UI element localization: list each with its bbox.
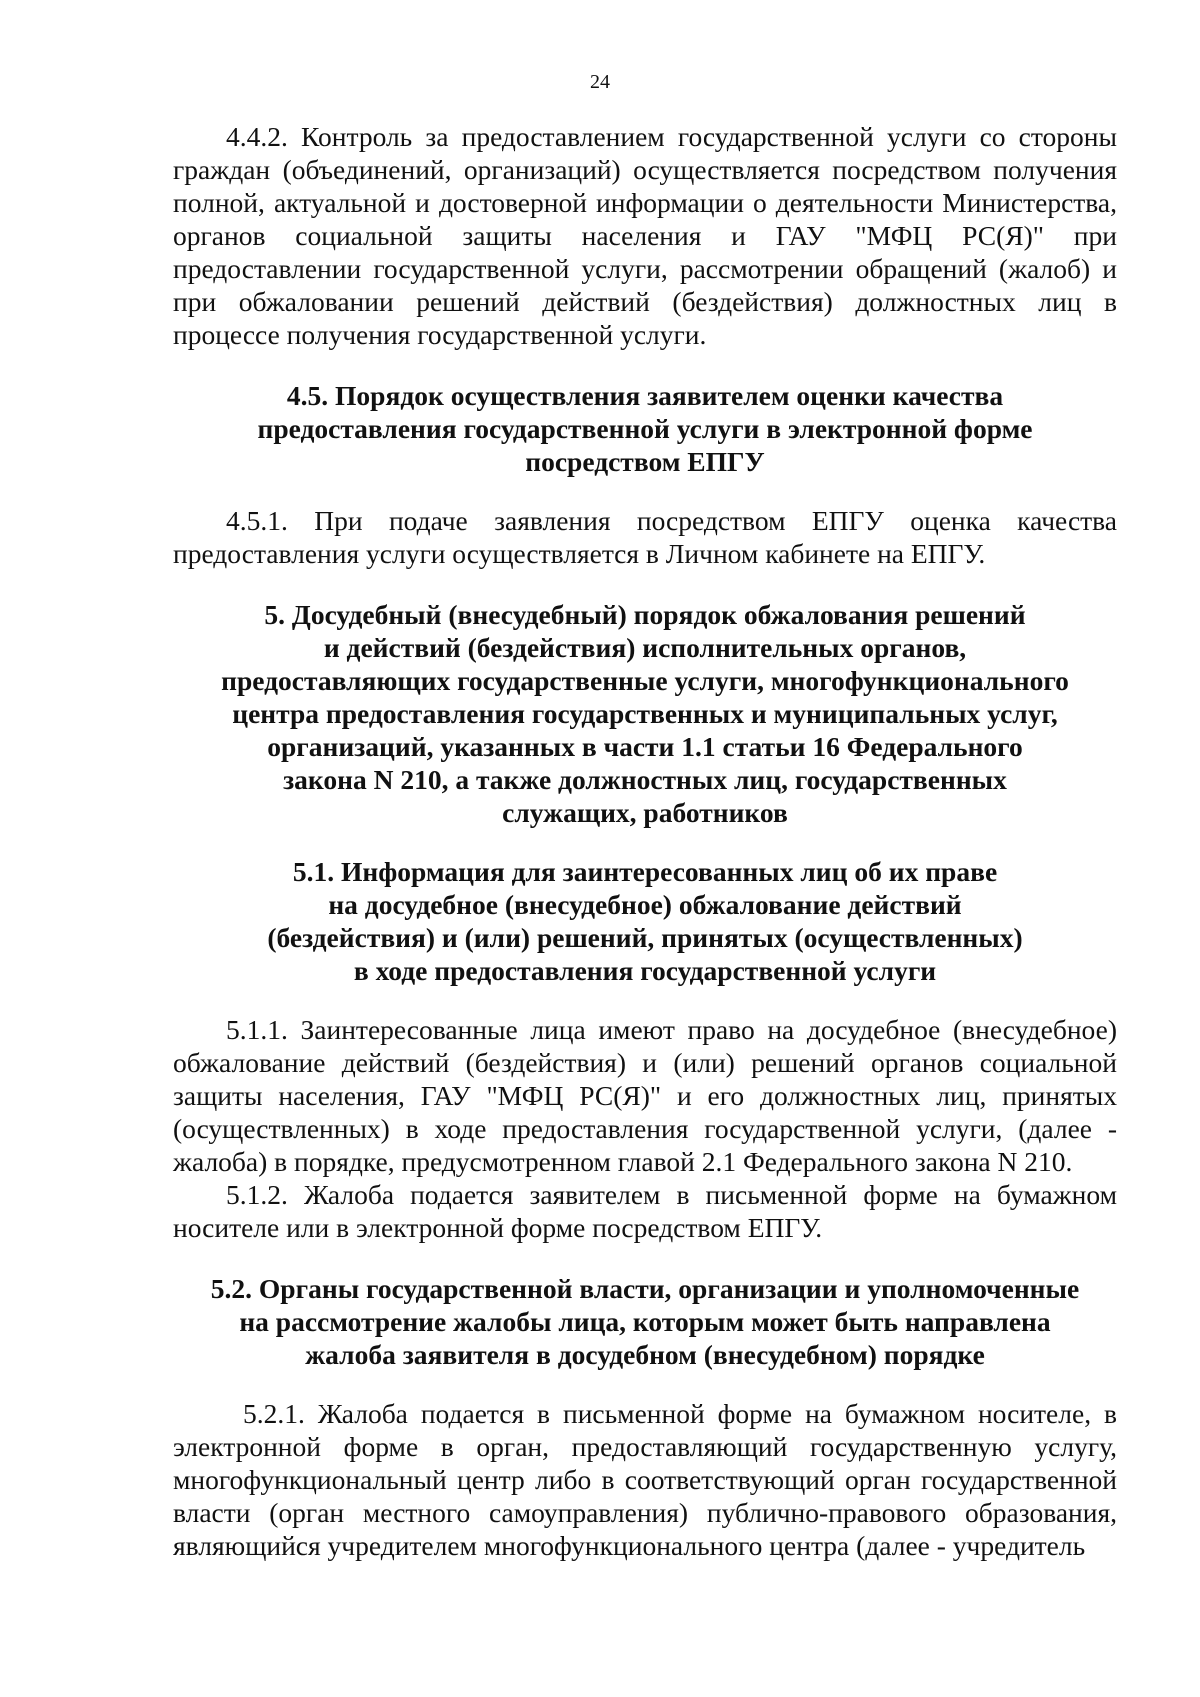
heading-line: и действий (бездействия) исполнительных органов,: [323, 632, 967, 663]
heading-line: организаций, указанных в части 1.1 статьи 16 Федерального: [267, 731, 1023, 762]
heading-line: 5.1. Информация для заинтересованных лиц об их праве: [292, 856, 998, 887]
heading-5-2: [173, 1272, 1117, 1371]
paragraph-5-1-2: 5.1.2. Жалоба подается заявителем в письменной форме на бумажном носителе или в электронной форме посредством ЕПГУ.: [173, 1179, 1117, 1243]
heading-line: предоставляющих государственные услуги, многофункционального: [221, 665, 1069, 696]
page-number: 24: [590, 71, 610, 93]
heading-line: посредством ЕПГУ: [525, 446, 765, 477]
heading-line: на рассмотрение жалобы лица, которым может быть направлена: [239, 1306, 1051, 1337]
paragraph-5-2-1: 5.2.1. Жалоба подается в письменной форме на бумажном носителе, в электронной форме в орган, предоставляющий государственную услугу, многофункциональный центр либо в соответствующий орган государственной власти (орган местного самоуправления) публично-правового образования, являющийся учредителем многофункционального центра (далее - учредитель: [173, 1398, 1117, 1561]
heading-line: служащих, работников: [502, 797, 788, 828]
heading-4-5: [173, 379, 1117, 478]
heading-line: 4.5. Порядок осуществления заявителем оценки качества: [286, 380, 1004, 411]
heading-5-1: [173, 855, 1117, 987]
heading-line: 5. Досудебный (внесудебный) порядок обжалования решений: [264, 599, 1026, 630]
heading-5: [173, 598, 1117, 829]
heading-line: в ходе предоставления государственной услуги: [353, 955, 937, 986]
paragraph-5-1-1: 5.1.1. Заинтересованные лица имеют право на досудебное (внесудебное) обжалование действий (бездействия) и (или) решений органов социальной защиты населения, ГАУ "МФЦ РС(Я)" и его должностных лиц, принятых (осуществленных) в ходе предоставления государственной услуги, (далее - жалоба) в порядке, предусмотренном главой 2.1 Федерального закона N 210.: [173, 1014, 1117, 1177]
heading-line: предоставления государственной услуги в электронной форме: [257, 413, 1033, 444]
heading-line: на досудебное (внесудебное) обжалование действий: [328, 889, 962, 920]
heading-line: центра предоставления государственных и муниципальных услуг,: [232, 698, 1058, 729]
heading-line: жалоба заявителя в досудебном (внесудебном) порядке: [305, 1339, 985, 1370]
heading-line: (бездействия) и (или) решений, принятых (осуществленных): [267, 922, 1023, 953]
paragraph-4-5-1: 4.5.1. При подаче заявления посредством ЕПГУ оценка качества предоставления услуги осуществляется в Личном кабинете на ЕПГУ.: [173, 505, 1117, 569]
heading-line: закона N 210, а также должностных лиц, государственных: [283, 764, 1007, 795]
document-body: [173, 120, 1117, 1562]
paragraph-4-4-2: 4.4.2. Контроль за предоставлением государственной услуги со стороны граждан (объединений, организаций) осуществляется посредством получения полной, актуальной и достоверной информации о деятельности Министерства, органов социальной защиты населения и ГАУ "МФЦ РС(Я)" при предоставлении государственной услуги, рассмотрении обращений (жалоб) и при обжаловании решений действий (бездействия) должностных лиц в процессе получения государственной услуги.: [173, 121, 1117, 350]
heading-line: 5.2. Органы государственной власти, организации и уполномоченные: [210, 1273, 1080, 1304]
